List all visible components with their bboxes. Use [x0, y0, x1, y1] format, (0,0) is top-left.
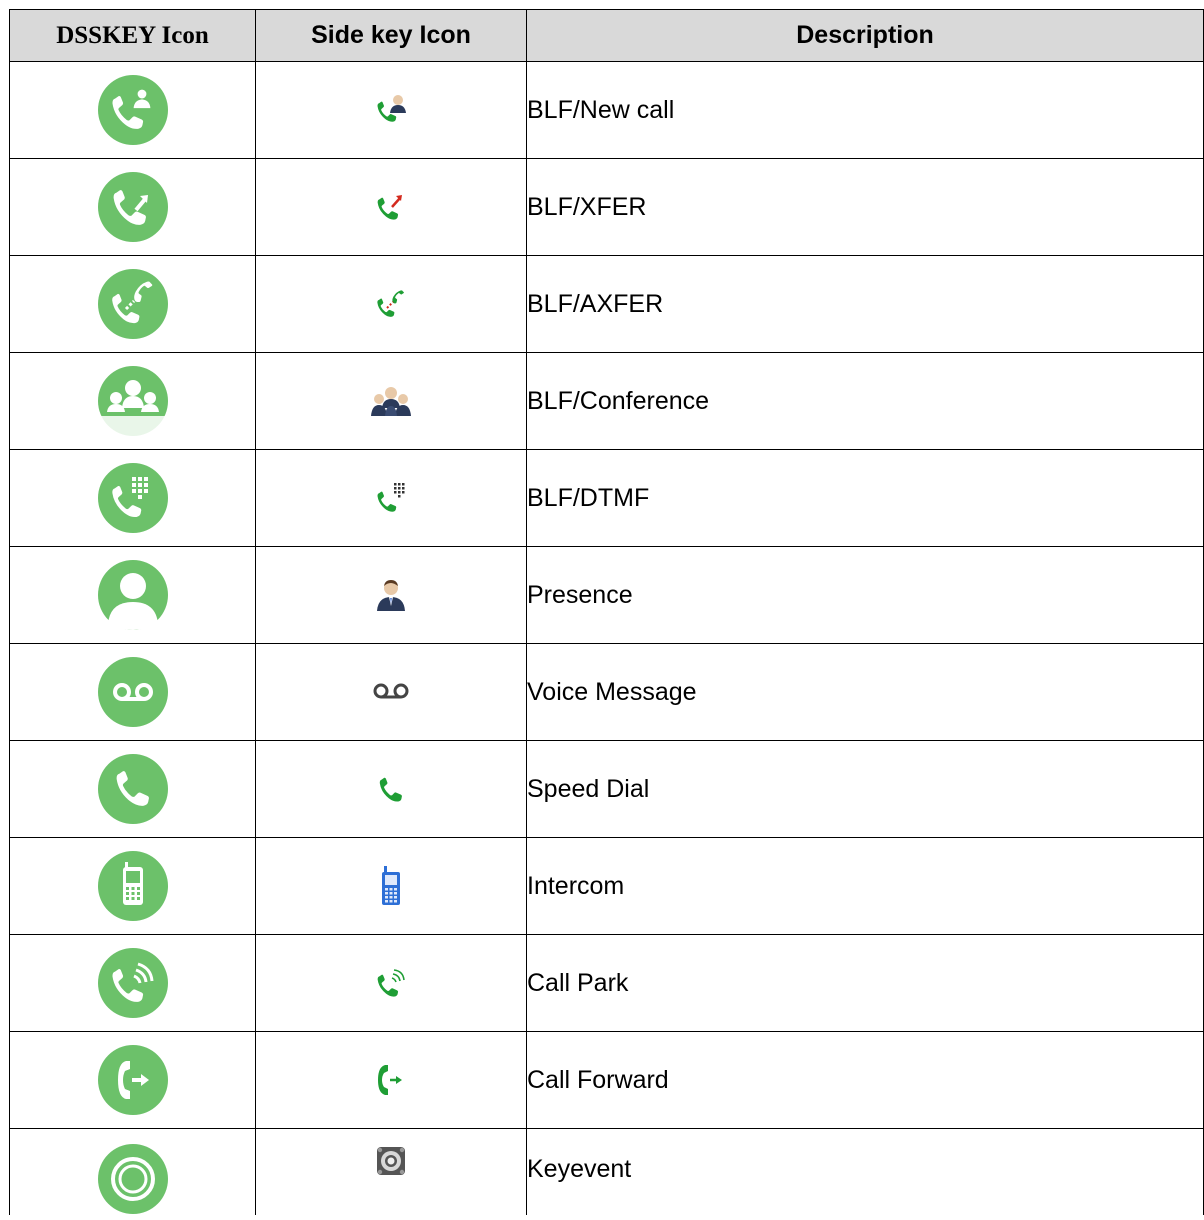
table-row [10, 547, 1204, 644]
presence-icon [98, 560, 168, 630]
dsskey-icon-table [9, 9, 1204, 1215]
dtmf-icon [374, 481, 408, 515]
call-park-glyph-icon [374, 966, 408, 1000]
axfer-icon [374, 287, 408, 321]
row-description: BLF/XFER [527, 159, 1204, 256]
table-row [10, 450, 1204, 547]
intercom-icon [98, 851, 168, 921]
row-description: Speed Dial [527, 741, 1204, 838]
table-row [10, 1032, 1204, 1129]
blf-axfer-icon [98, 269, 168, 339]
call-forward-glyph-icon [376, 1063, 406, 1097]
voicemail-icon [98, 657, 168, 727]
row-description: BLF/AXFER [527, 256, 1204, 353]
blf-new-call-icon [98, 75, 168, 145]
row-description: BLF/DTMF [527, 450, 1204, 547]
row-description: BLF/Conference [527, 353, 1204, 450]
presence-person-icon [374, 578, 408, 612]
blf-dtmf-icon [98, 463, 168, 533]
table-row [10, 256, 1204, 353]
xfer-icon [374, 190, 408, 224]
new-call-icon [374, 93, 408, 127]
row-description: Keyevent [527, 1129, 1204, 1215]
row-description: Call Park [527, 935, 1204, 1032]
blf-conference-icon [98, 366, 168, 436]
table-row [10, 838, 1204, 935]
table-row [10, 644, 1204, 741]
table-row [10, 741, 1204, 838]
header-side-key-icon: Side key Icon [256, 10, 527, 62]
table-row [10, 1129, 1204, 1215]
keyevent-glyph-icon [374, 1144, 408, 1178]
mobile-phone-icon [380, 866, 402, 906]
table-row [10, 935, 1204, 1032]
table-row [10, 353, 1204, 450]
voicemail-glyph-icon [371, 682, 411, 702]
speed-dial-icon [98, 754, 168, 824]
call-park-icon [98, 948, 168, 1018]
table-header-row [10, 10, 1204, 62]
keyevent-icon [98, 1144, 168, 1214]
row-description: Presence [527, 547, 1204, 644]
table-row [10, 62, 1204, 159]
row-description: Call Forward [527, 1032, 1204, 1129]
header-dsskey-icon: DSSKEY Icon [10, 10, 256, 62]
call-forward-icon [98, 1045, 168, 1115]
header-description: Description [527, 10, 1204, 62]
table-row [10, 159, 1204, 256]
row-description: Intercom [527, 838, 1204, 935]
row-description: Voice Message [527, 644, 1204, 741]
row-description: BLF/New call [527, 62, 1204, 159]
handset-icon [376, 774, 406, 804]
blf-xfer-icon [98, 172, 168, 242]
conference-icon [371, 384, 411, 418]
